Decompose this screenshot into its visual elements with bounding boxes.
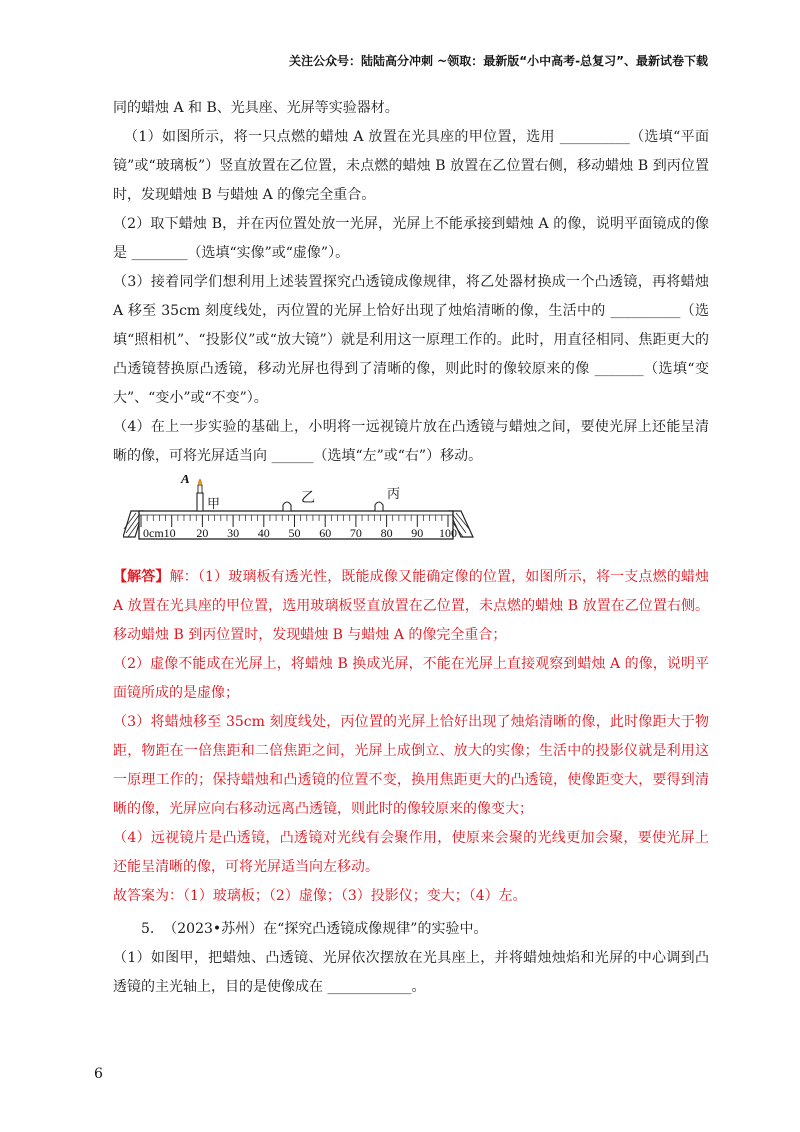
answer-part-3: （3）将蜡烛移至 35cm 刻度线处，丙位置的光屏上恰好出现了烛焰清晰的像，此时像距大于物距，物距在一倍焦距和二倍焦距之间，光屏上成倒立、放大的实像；生活中的投影仪就是利用这一原理工作的；保持蜡烛和凸透镜的位置不变，换用焦距更大的凸透镜，使像距变大，要得到清晰的像，光屏应向右移动远离凸透镜，则此时的像较原来的像变大；	[113, 714, 709, 817]
answer-tag: 【解答】	[113, 569, 170, 585]
final-answer: 故答案为：（1）玻璃板；（2）虚像；（3）投影仪；变大；（4）左。	[113, 888, 527, 904]
question-part-1: （1）如图所示，将一只点燃的蜡烛 A 放置在光具座的甲位置，选用 __________（选填“平面镜”或“玻璃板”）竖直放置在乙位置，未点燃的蜡烛 B 放置在乙位置右侧，移动蜡烛 B 到丙位置时，发现蜡烛 B 与蜡烛 A 的像完全重合。	[113, 129, 709, 203]
optical-bench-diagram	[123, 475, 475, 553]
flame-icon	[199, 479, 202, 486]
answer-part-4: （4）远视镜片是凸透镜，凸透镜对光线有会聚作用，使原来会聚的光线更加会聚，要使光屏上还能呈清晰的像，可将光屏适当向左移动。	[113, 830, 709, 875]
ruler-label: 60	[319, 526, 332, 540]
question-5-number: 5.	[141, 921, 155, 937]
answer-part-1: 解：（1）玻璃板有透光性，既能成像又能确定像的位置，如图所示，将一支点燃的蜡烛 A 放置在光具座的甲位置，选用玻璃板竖直放置在乙位置，未点燃的蜡烛 B 放置在乙位置右侧。移动蜡烛 B 到丙位置时，发现蜡烛 B 与蜡烛 A 的像完全重合；	[113, 569, 710, 643]
optical-bench-figure	[113, 473, 709, 555]
ruler-label: 30	[227, 526, 240, 540]
question-5-part-1: （1）如图甲，把蜡烛、凸透镜、光屏依次摆放在光具座上，并将蜡烛烛焰和光屏的中心调到凸透镜的主光轴上，目的是使像成在 ____________。	[113, 950, 709, 995]
page-content	[113, 94, 709, 1002]
ruler-label: 80	[380, 526, 393, 540]
position-label-bing: 丙	[387, 487, 401, 502]
ruler-label: 0cm10	[143, 526, 176, 540]
ruler-label: 100	[439, 526, 457, 540]
question-5-stem: （2023•苏州）在“探究凸透镜成像规律”的实验中。	[163, 921, 488, 937]
candle-a	[197, 479, 203, 511]
question-5	[113, 915, 709, 1002]
question-part-3: （3）接着同学们想利用上述装置探究凸透镜成像规律，将乙处器材换成一个凸透镜，再将蜡烛 A 移至 35cm 刻度线处，丙位置的光屏上恰好出现了烛焰清晰的像，生活中的 __________（选填“照相机”、“投影仪”或“放大镜”）就是利用这一原理工作的。此时，用直径相同、焦距更大的凸透镜替换原凸透镜，移动光屏也得到了清晰的像，则此时的像较原来的像 _______（选填“变大”、“变小”或“不变”）。	[113, 274, 709, 406]
ruler-label: 70	[349, 526, 362, 540]
question-part-2: （2）取下蜡烛 B，并在丙位置处放一光屏，光屏上不能承接到蜡烛 A 的像，说明平面镜成的像是 ________（选填“实像”或“虚像”）。	[113, 216, 709, 261]
question-intro: 同的蜡烛 A 和 B、光具座、光屏等实验器材。	[113, 100, 399, 116]
ruler-label: 40	[257, 526, 270, 540]
answer-part-2: （2）虚像不能成在光屏上，将蜡烛 B 换成光屏，不能在光屏上直接观察到蜡烛 A 的像，说明平面镜所成的是虚像；	[113, 656, 709, 701]
holder-bing	[375, 502, 383, 511]
answer-block	[113, 563, 709, 911]
page-number: 6	[94, 1066, 103, 1082]
ruler-label: 20	[196, 526, 209, 540]
page-header: 关注公众号：陆陆高分冲刺 ~领取：最新版“小中高考-总复习”、最新试卷下载	[289, 54, 708, 68]
position-label-yi: 乙	[301, 490, 315, 506]
position-label-jia: 甲	[207, 497, 221, 512]
ruler-label: 90	[411, 526, 424, 540]
ruler-label: 50	[288, 526, 301, 540]
candle-label: A	[181, 475, 190, 486]
question-part-4: （4）在上一步实验的基础上，小明将一远视镜片放在凸透镜与蜡烛之间，要使光屏上还能呈清晰的像，可将光屏适当向 ______（选填“左”或“右”）移动。	[113, 419, 709, 464]
holder-yi	[283, 502, 291, 511]
